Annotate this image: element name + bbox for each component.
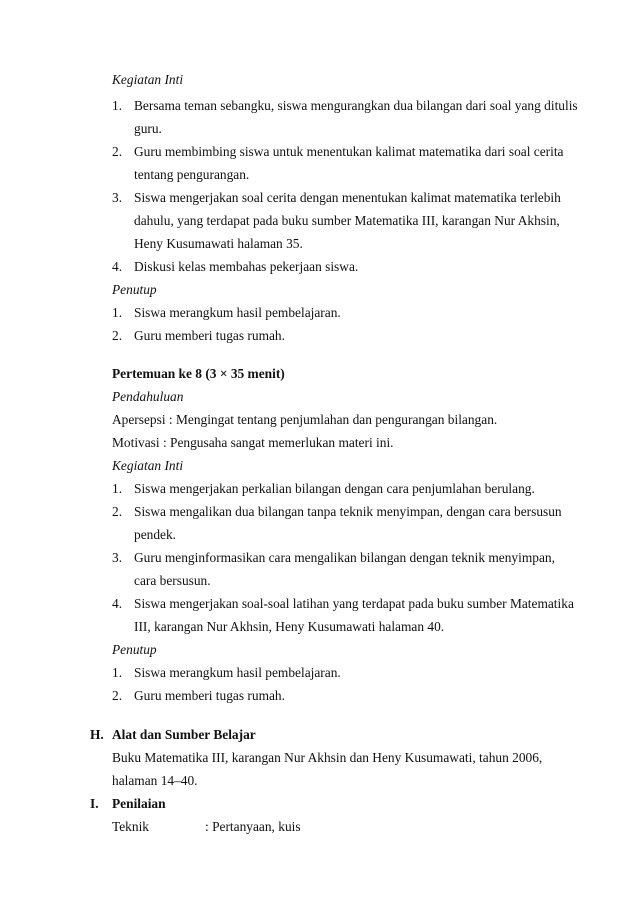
section-h-letter: H.: [90, 727, 104, 742]
section-i-heading: Penilaian: [112, 796, 166, 811]
pertemuan-8-title: Pertemuan ke 8 (3 × 35 menit): [112, 366, 285, 381]
kegiatan-inti-heading: Kegiatan Inti: [112, 458, 184, 473]
motivasi-line: Motivasi : Pengusaha sangat memerlukan materi ini.: [112, 435, 394, 450]
list-item-text: Guru memberi tugas rumah.: [134, 328, 285, 343]
list-item-text: pendek.: [134, 527, 177, 542]
list-number: 4.: [112, 596, 123, 611]
list-item-text: guru.: [134, 121, 162, 136]
teknik-value: : Pertanyaan, kuis: [205, 819, 301, 834]
list-item-text: Siswa mengerjakan soal-soal latihan yang terdapat pada buku sumber Matematika: [134, 596, 574, 611]
penutup-heading: Penutup: [112, 282, 157, 297]
list-number: 2.: [112, 328, 123, 343]
list-number: 1.: [112, 98, 123, 113]
list-number: 1.: [112, 665, 123, 680]
list-item-text: Siswa merangkum hasil pembelajaran.: [134, 305, 341, 320]
list-item-text: Guru menginformasikan cara mengalikan bilangan dengan teknik menyimpan,: [134, 550, 555, 565]
list-item-text: tentang pengurangan.: [134, 167, 250, 182]
section-i-letter: I.: [90, 796, 99, 811]
apersepsi-line: Apersepsi : Mengingat tentang penjumlahan dan pengurangan bilangan.: [112, 412, 498, 427]
list-number: 2.: [112, 144, 123, 159]
penutup-heading: Penutup: [112, 642, 157, 657]
teknik-label: Teknik: [112, 819, 149, 834]
list-number: 2.: [112, 504, 123, 519]
list-number: 3.: [112, 550, 123, 565]
list-item-text: Bersama teman sebangku, siswa mengurangkan dua bilangan dari soal yang ditulis: [134, 98, 578, 113]
list-item-text: dahulu, yang terdapat pada buku sumber Matematika III, karangan Nur Akhsin,: [134, 213, 560, 228]
list-item-text: Siswa merangkum hasil pembelajaran.: [134, 665, 341, 680]
kegiatan-inti-heading: Kegiatan Inti: [112, 72, 184, 87]
list-item-text: Guru memberi tugas rumah.: [134, 688, 285, 703]
list-item-text: III, karangan Nur Akhsin, Heny Kusumawati halaman 40.: [134, 619, 445, 634]
list-item-text: Siswa mengalikan dua bilangan tanpa teknik menyimpan, dengan cara bersusun: [134, 504, 562, 519]
list-number: 2.: [112, 688, 123, 703]
section-h-text: halaman 14–40.: [112, 773, 198, 788]
list-item-text: Siswa mengerjakan perkalian bilangan dengan cara penjumlahan berulang.: [134, 481, 535, 496]
list-number: 4.: [112, 259, 123, 274]
list-item-text: Diskusi kelas membahas pekerjaan siswa.: [134, 259, 359, 274]
list-number: 3.: [112, 190, 123, 205]
list-item-text: cara bersusun.: [134, 573, 211, 588]
pendahuluan-heading: Pendahuluan: [112, 389, 184, 404]
list-item-text: Heny Kusumawati halaman 35.: [134, 236, 303, 251]
list-item-text: Guru membimbing siswa untuk menentukan kalimat matematika dari soal cerita: [134, 144, 564, 159]
list-number: 1.: [112, 481, 123, 496]
section-h-text: Buku Matematika III, karangan Nur Akhsin dan Heny Kusumawati, tahun 2006,: [112, 750, 543, 765]
section-h-heading: Alat dan Sumber Belajar: [112, 727, 256, 742]
list-number: 1.: [112, 305, 123, 320]
list-item-text: Siswa mengerjakan soal cerita dengan menentukan kalimat matematika terlebih: [134, 190, 561, 205]
